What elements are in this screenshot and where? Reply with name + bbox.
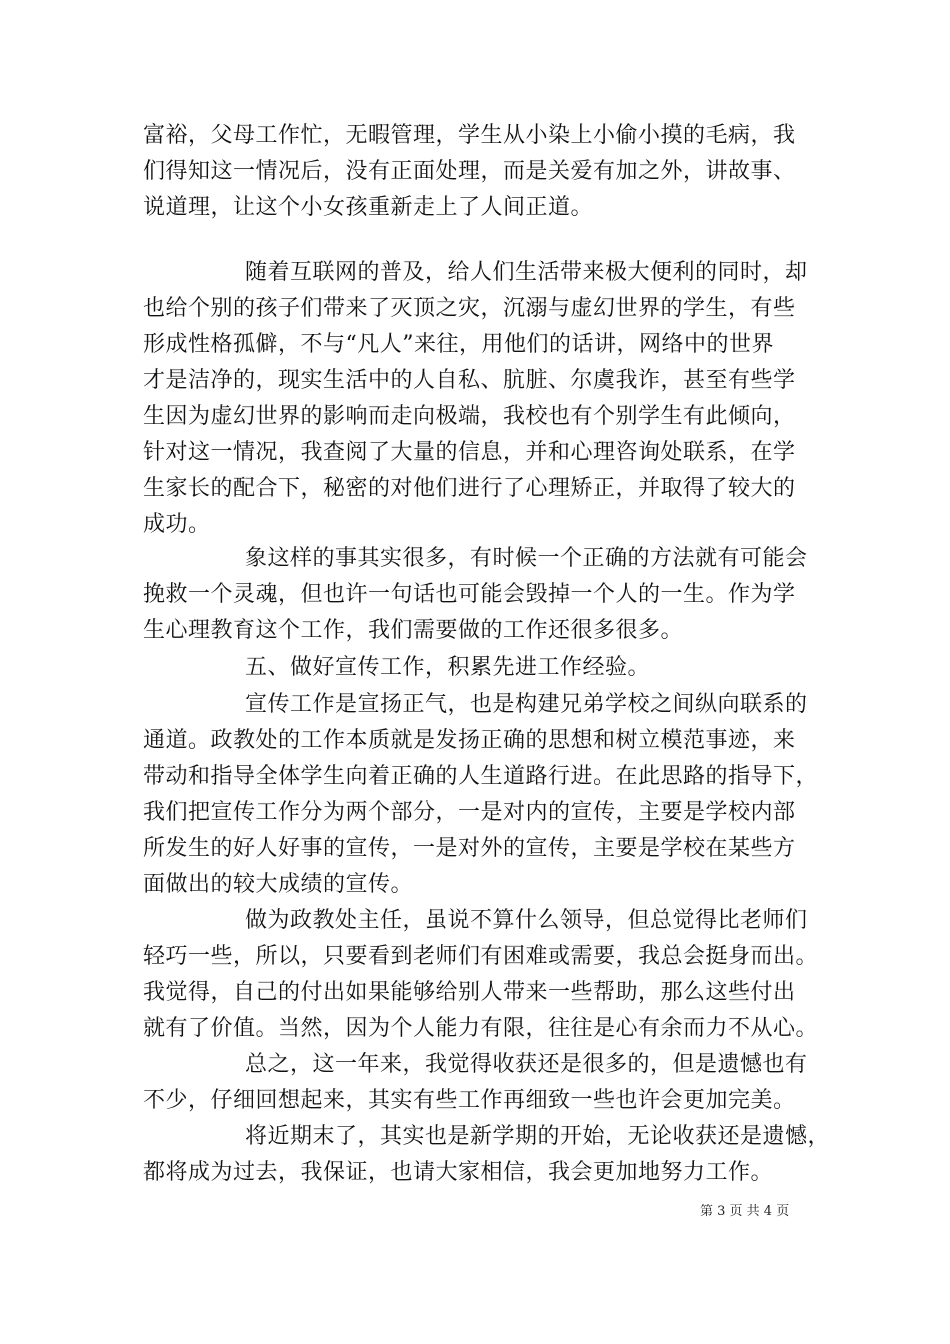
text-line: 不少，仔细回想起来，其实有些工作再细致一些也许会更加完美。 — [143, 1088, 796, 1113]
text-line: 富裕，父母工作忙，无暇管理，学生从小染上小偷小摸的毛病，我 — [143, 123, 796, 148]
text-line: 形成性格孤僻，不与“凡人”来往，用他们的话讲，网络中的世界 — [143, 332, 774, 357]
text-line: 成功。 — [143, 512, 211, 537]
page-number-footer: 第 3 页 共 4 页 — [700, 1204, 790, 1219]
text-line: 生因为虚幻世界的影响而走向极端，我校也有个别学生有此倾向， — [143, 404, 796, 429]
text-line: 就有了价值。当然，因为个人能力有限，往往是心有余而力不从心。 — [143, 1016, 819, 1041]
text-line: 面做出的较大成绩的宣传。 — [143, 872, 414, 897]
text-line: 针对这一情况，我查阅了大量的信息，并和心理咨询处联系，在学 — [143, 440, 796, 465]
paragraph-start-line: 将近期末了，其实也是新学期的开始，无论收获还是遗憾， — [245, 1124, 831, 1149]
text-line: 挽救一个灵魂，但也许一句话也可能会毁掉一个人的一生。作为学 — [143, 582, 796, 607]
paragraph-start-line: 随着互联网的普及，给人们生活带来极大便利的同时，却 — [245, 260, 808, 285]
text-line: 们得知这一情况后，没有正面处理，而是关爱有加之外，讲故事、 — [143, 159, 796, 184]
paragraph-start-line: 象这样的事其实很多，有时候一个正确的方法就有可能会 — [245, 546, 808, 571]
text-line: 生心理教育这个工作，我们需要做的工作还很多很多。 — [143, 618, 684, 643]
text-line: 我觉得，自己的付出如果能够给别人带来一些帮助，那么这些付出 — [143, 980, 796, 1005]
text-line: 生家长的配合下，秘密的对他们进行了心理矫正，并取得了较大的 — [143, 476, 796, 501]
section-heading: 五、做好宣传工作，积累先进工作经验。 — [245, 655, 651, 680]
text-line: 也给个别的孩子们带来了灭顶之灾，沉溺与虚幻世界的学生，有些 — [143, 296, 796, 321]
text-line: 才是洁净的，现实生活中的人自私、肮脏、尔虞我诈，甚至有些学 — [143, 368, 796, 393]
text-line: 我们把宣传工作分为两个部分，一是对内的宣传，主要是学校内部 — [143, 800, 796, 825]
text-line: 轻巧一些，所以，只要看到老师们有困难或需要，我总会挺身而出。 — [143, 944, 819, 969]
text-line: 说道理，让这个小女孩重新走上了人间正道。 — [143, 195, 594, 220]
text-line: 都将成为过去，我保证，也请大家相信，我会更加地努力工作。 — [143, 1160, 774, 1185]
paragraph-start-line: 总之，这一年来，我觉得收获还是很多的，但是遗憾也有 — [245, 1052, 808, 1077]
text-line: 通道。政教处的工作本质就是发扬正确的思想和树立模范事迹，来 — [143, 728, 796, 753]
paragraph-start-line: 宣传工作是宣扬正气，也是构建兄弟学校之间纵向联系的 — [245, 692, 808, 717]
paragraph-start-line: 做为政教处主任，虽说不算什么领导，但总觉得比老师们 — [245, 908, 808, 933]
text-line: 所发生的好人好事的宣传，一是对外的宣传，主要是学校在某些方 — [143, 836, 796, 861]
text-line: 带动和指导全体学生向着正确的人生道路行进。在此思路的指导下， — [143, 764, 819, 789]
